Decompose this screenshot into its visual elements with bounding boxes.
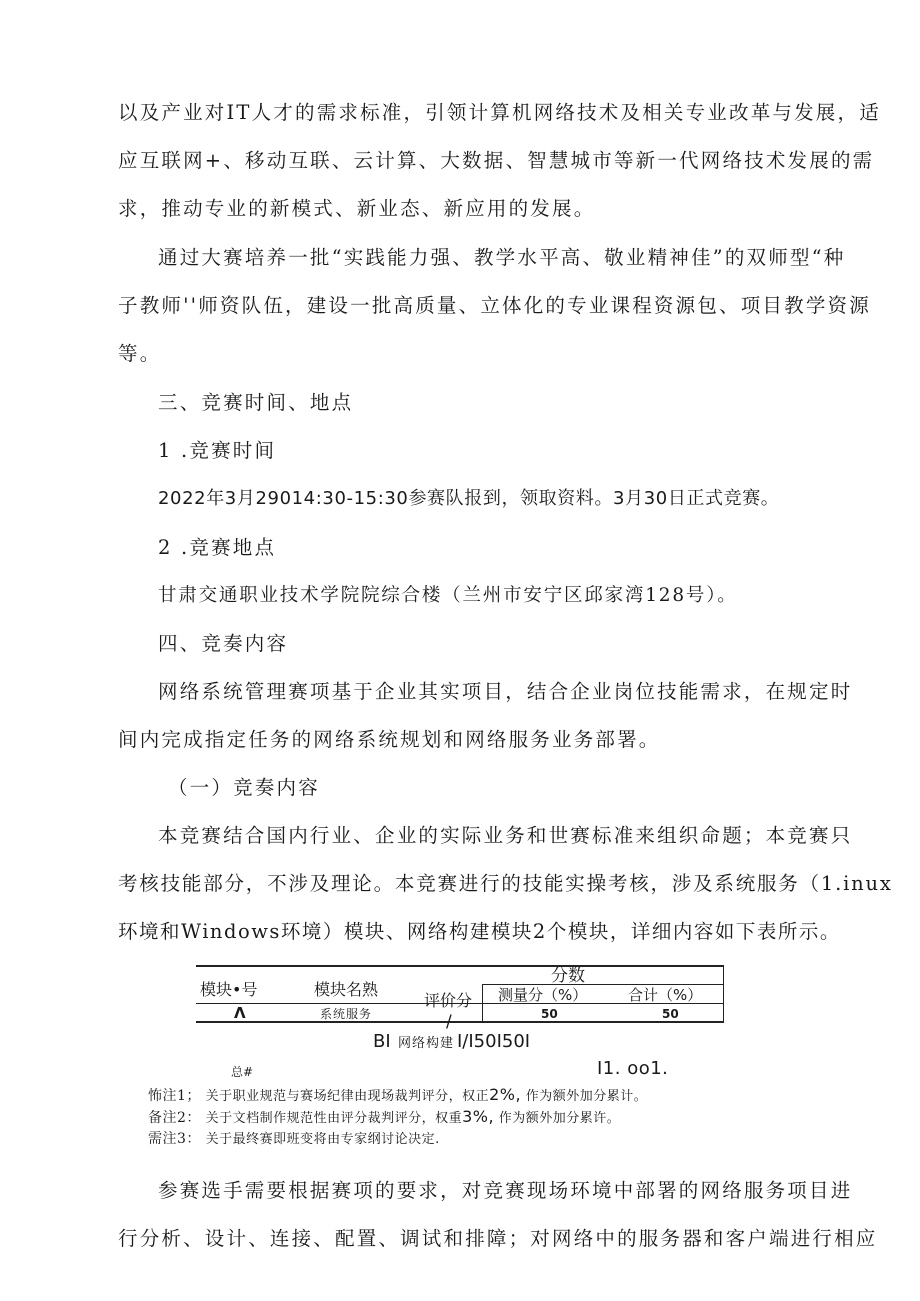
row2-module-no: BI — [373, 1031, 391, 1052]
note-tail: 作为额外加分累许。 — [498, 1111, 621, 1126]
header-total: 合计（%） — [628, 986, 703, 1004]
table-note — [148, 1130, 440, 1149]
table-note — [148, 1108, 620, 1128]
total-value: I1. oo1. — [597, 1058, 669, 1079]
note-label: 怖注1； — [148, 1088, 201, 1104]
section-heading: 四、竞奏内容 — [158, 632, 289, 655]
table-rule — [196, 1021, 724, 1023]
row2-module-name: 网络构建 — [398, 1036, 455, 1051]
note-label: 需注3： — [148, 1131, 201, 1147]
row1-total: 50 — [662, 1007, 679, 1021]
subsection-heading: （一）竞奏内容 — [168, 776, 320, 799]
total-label: 总# — [231, 1065, 254, 1079]
competition-place-text: 甘肃交通职业技术学院院综合楼（兰州市安宁区邱家湾128号）。 — [158, 585, 738, 606]
subsection-heading: 2 .竞赛地点 — [158, 536, 277, 559]
competition-time-text: 2022年3月29014:30-15:30参赛队报到，领取资料。3月30日正式竞赛。 — [158, 488, 780, 509]
note-label: 备注2： — [148, 1110, 201, 1126]
note-percent: 2%, — [489, 1085, 522, 1104]
row1-module-no: Λ — [234, 1004, 246, 1022]
header-score: 分数 — [551, 966, 585, 986]
row1-measure: 50 — [541, 1007, 558, 1021]
paragraph-line: 环境和Windows环境）模块、网络构建模块2个模块，详细内容如下表所示。 — [118, 920, 841, 943]
paragraph-line: 应互联网+、移动互联、云计算、大数据、智慧城市等新一代网络技术发展的需 — [118, 149, 875, 172]
row1-evaluation: / — [446, 1012, 452, 1032]
note-text: 关于职业规范与赛场纪律由现场裁判评分，权正 — [205, 1089, 490, 1104]
table-rule — [482, 984, 483, 1021]
note-text: 关于最终赛即班变将由专家纲讨论决定. — [205, 1132, 440, 1147]
note-tail: 作为额外加分累计。 — [525, 1089, 648, 1104]
paragraph-line: 本竞赛结合国内行业、企业的实际业务和世赛标准来组织命题；本竞赛只 — [158, 824, 853, 847]
table-rule — [196, 965, 724, 967]
paragraph-line: 考核技能部分，不涉及理论。本竞赛进行的技能实操考核，涉及系统服务（1.inux — [118, 872, 893, 895]
table-rule — [723, 965, 724, 1021]
paragraph-line: 网络系统管理赛项基于企业其实项目，结合企业岗位技能需求，在规定时 — [158, 680, 853, 703]
note-percent: 3%, — [462, 1107, 495, 1126]
header-module-name: 模块名熟 — [314, 980, 379, 999]
paragraph-line: 等。 — [118, 342, 162, 365]
row1-module-name: 系统服务 — [320, 1007, 373, 1021]
note-text: 关于文档制作规范性由评分裁判评分，权重 — [205, 1111, 463, 1126]
row2-scores: I/I50I50I — [457, 1031, 531, 1052]
paragraph-line: 行分析、设计、连接、配置、调试和排障；对网络中的服务器和客户端进行相应 — [118, 1227, 878, 1250]
header-module-no: 模块•号 — [200, 980, 258, 999]
paragraph-line: 通过大赛培养一批“实践能力强、教学水平高、敬业精神佳”的双师型“种 — [158, 246, 846, 269]
header-evaluation: 评价分 — [424, 991, 473, 1010]
header-measure: 测量分（%） — [498, 986, 588, 1004]
table-note — [148, 1086, 647, 1106]
paragraph-line: 求，推动专业的新模式、新业态、新应用的发展。 — [118, 197, 596, 220]
paragraph-line: 参赛选手需要根据赛项的要求，对竞赛现场环境中部署的网络服务项目进 — [158, 1179, 853, 1202]
paragraph-line: 子教师''师资队伍，建设一批高质量、立体化的专业课程资源包、项目教学资源 — [118, 294, 871, 317]
subsection-heading: 1 .竞赛时间 — [158, 439, 277, 462]
paragraph-line: 以及产业对IT人才的需求标准，引领计算机网络技术及相关专业改革与发展，适 — [118, 101, 881, 124]
section-heading: 三、竞赛时间、地点 — [158, 391, 354, 414]
paragraph-line: 间内完成指定任务的网络系统规划和网络服务业务部署。 — [118, 728, 661, 751]
